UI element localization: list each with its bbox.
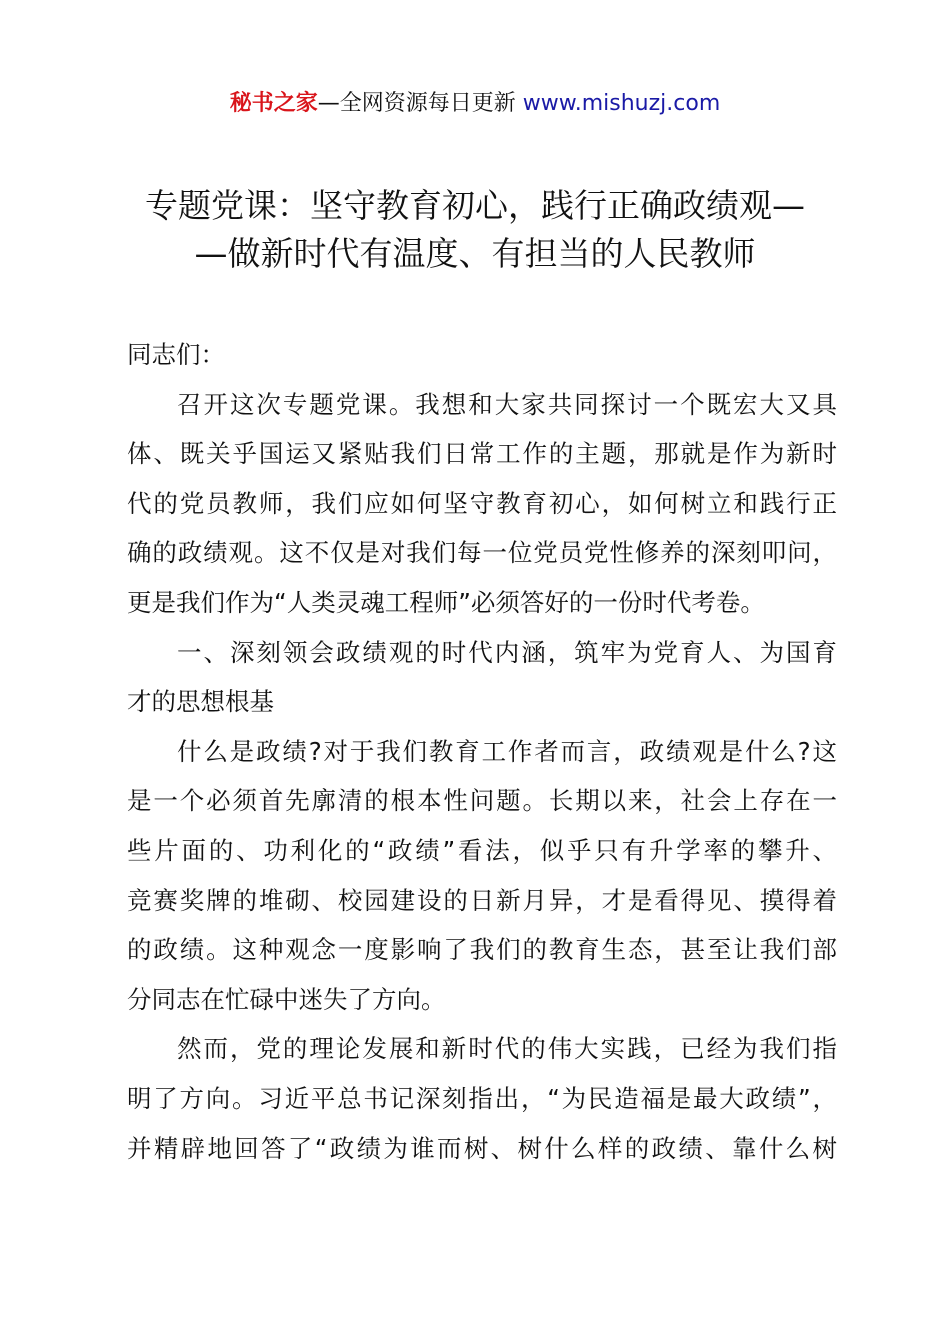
paragraph-what-is-achievement [127, 727, 837, 1025]
paragraph-line: 些片面的、功利化的“政绩”看法，似乎只有升学率的攀升、 [127, 835, 837, 865]
paragraph-line: 明了方向。习近平总书记深刻指出，“为民造福是最大政绩”， [127, 1083, 837, 1113]
salutation: 同志们： [127, 340, 225, 369]
paragraph-line: 更是我们作为“人类灵魂工程师”必须答好的一份时代考卷。 [127, 587, 765, 617]
site-url-link[interactable]: www.mishuzj.com [522, 91, 721, 116]
document-body [127, 330, 837, 1173]
paragraph-line: 竞赛奖牌的堆砌、校园建设的日新月异，才是看得见、摸得着 [127, 885, 837, 915]
paragraph-line: 分同志在忙碌中迷失了方向。 [127, 984, 446, 1014]
paragraph-line: 代的党员教师，我们应如何坚守教育初心，如何树立和践行正 [127, 488, 837, 518]
heading-line: 一、深刻领会政绩观的时代内涵，筑牢为党育人、为国育 [177, 637, 837, 667]
paragraph-line: 召开这次专题党课。我想和大家共同探讨一个既宏大又具 [177, 389, 837, 419]
document-title [100, 182, 850, 278]
paragraph-however [127, 1024, 837, 1173]
paragraph-opening [127, 380, 837, 628]
title-line: —做新时代有温度、有担当的人民教师 [194, 234, 756, 273]
paragraph-line: 的政绩。这种观念一度影响了我们的教育生态，甚至让我们部 [127, 935, 837, 965]
title-line: 专题党课：坚守教育初心，践行正确政绩观— [145, 186, 805, 225]
brand-name: 秘书之家 [229, 91, 318, 116]
section-heading-1 [127, 628, 837, 727]
header-tagline: —全网资源每日更新 [317, 91, 523, 116]
heading-line: 才的思想根基 [127, 687, 274, 717]
site-header [0, 86, 950, 122]
paragraph-line: 什么是政绩?对于我们教育工作者而言，政绩观是什么?这 [177, 736, 837, 766]
paragraph-line: 并精辟地回答了“政绩为谁而树、树什么样的政绩、靠什么树 [127, 1133, 837, 1163]
paragraph-line: 然而，党的理论发展和新时代的伟大实践，已经为我们指 [177, 1034, 837, 1064]
paragraph-line: 体、既关乎国运又紧贴我们日常工作的主题，那就是作为新时 [127, 439, 837, 469]
paragraph-line: 确的政绩观。这不仅是对我们每一位党员党性修养的深刻叩问， [127, 538, 837, 568]
paragraph-line: 是一个必须首先廓清的根本性问题。长期以来，社会上存在一 [127, 786, 837, 816]
